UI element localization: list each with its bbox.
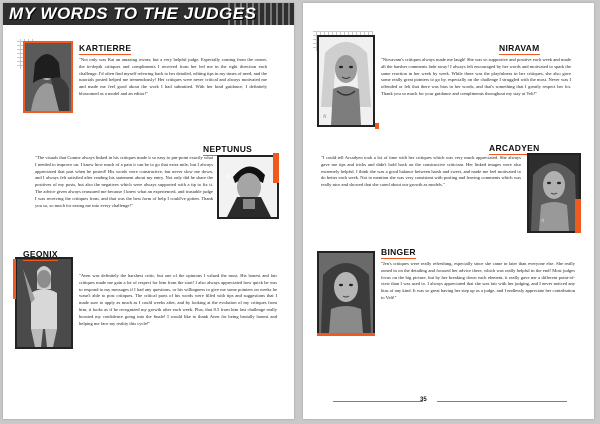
judge-name-niravam: NIRAVAM	[499, 43, 540, 53]
orange-accent-bar	[575, 199, 581, 233]
footer-line-right	[437, 401, 567, 402]
page-header	[3, 3, 294, 25]
judge-name-geonix: GEONIX	[23, 249, 58, 259]
right-page	[303, 3, 594, 419]
arcadyen-portrait-photo	[529, 155, 579, 231]
orange-accent-bar	[273, 153, 279, 183]
signature-letter: N	[226, 175, 231, 181]
judge-testimonial-binger: "Jen's critiques were really refreshing, especially since she came in later than everyone else. She really zoned in on the detailing and focused her advice there, which was really helpful in the end! Most judges focus on the big picture, but by her breaking down each element, it really gave me a different point-of-view than I was used to. I always appreciated that she was fair with her judging, and I never noticed any bias of any kind. It was so great having her step up as a judge, and I endlessly appreciate her contribution to Velt!"	[381, 261, 575, 300]
judge-testimonial-arcadyen: "I could tell Arcadyen took a lot of time with her critiques which was very much appreciated. She always gave me tips and tricks and didn't hold back on the constructive criticism. Her linked images were also extremely helpful. I think she was a good balance between harsh and sweet, and made me feel motivated to do better each week. Not to mention she was very consistent with posting and leaving comments which was really nice and showed that she cared about our growth as models."	[321, 155, 521, 188]
orange-accent-bar	[375, 123, 379, 129]
judge-name-binger: BINGER	[381, 247, 416, 257]
judge-name-arcadyen: ARCADYEN	[489, 143, 540, 153]
page-number: 35	[420, 397, 427, 403]
orange-accent-bar	[317, 333, 375, 336]
binger-portrait-photo	[319, 253, 373, 333]
geonix-portrait-photo	[17, 259, 71, 347]
judge-name-neptunus: NEPTUNUS	[203, 144, 253, 154]
orange-accent-bar	[13, 259, 16, 299]
page-title: MY WORDS TO THE JUDGES	[9, 4, 257, 23]
footer-line-left	[333, 401, 423, 402]
photo-signature: A	[541, 219, 545, 224]
niravam-portrait-photo	[319, 37, 373, 125]
kartierre-portrait-photo	[25, 43, 71, 111]
neptunus-portrait-photo	[219, 157, 277, 217]
judge-name-kartierre: KARTIERRE	[79, 43, 132, 53]
photo-signature: N	[323, 115, 327, 120]
judge-testimonial-kartierre: "Not only was Kat an amazing owner, but a very helpful judge. Especially coming from the owner, the in-depth critiques and compliments I received from her led me in the right direction each challenge. I'd often find myself referring back to her detailed, editing tips in my times of need, and the tutorials posted helped me tremendously! Her critiques were never critical and always motivated me and made me feel good about the work I had submitted. With her kind guidance, I definitely blossomed as a model and an editor!"	[79, 57, 267, 96]
judge-testimonial-niravam: "Nirvavam's critiques always made me laugh! She was so supportive and positive each week and made all the harsher comments fade away! I always felt encouraged by her words and motivated to spark the same reaction in her week by week. While there was the playfulness in her critiques, she also gave some really great pointers to go by, especially on the challenge I struggled with the most. Never was I offended or felt that there was bias in her words, and that's something that I greatly respect her for. Thank you so much for your guidance and compliments throughout my stay at Velt!"	[381, 57, 571, 96]
judge-testimonial-geonix: "Aven was definitely the harshest critic, but one of the opinions I valued the most. His honest and fair critiques made me gain a lot of respect for him from the start! I also always appreciated how quick he was to respond to my messages if I had any questions, or his willingness to give me some pointers on weeks he wasn't able to post critiques. The critical parts of his words were filled with tips and suggestions that I made sure to apply as much as I could weeks after, and by looking at the evolution of my critiques from him, it looks as if he recognized my growth after each week. Plus, that 8.5 from him last challenge really boosted my confidence going into the finale! I would like to thank Aven for being brutally honest and helping me face my reality this cycle!"	[79, 273, 277, 326]
judge-testimonial-neptunus: "The visuals that Connie always linked in his critiques made it so easy to pin-point exactly what I needed to improve on. I know how much of a pain it can be to go that extra mile, but I always appreciated that part when he posted! His words were constructive, but never slow me down, and I always felt satisfied after reading his statement about my entry. Not only did he share the positives of my posts, but also the negatives which were always supported with a tip to fix it. The advice given always reassured me because I knew what an experienced, and trustable judge I was receiving the critiques from, and that was the best form of help I could've gotten. Thank you so, so much for easing me into every challenge!"	[35, 155, 213, 208]
left-page	[3, 3, 294, 419]
